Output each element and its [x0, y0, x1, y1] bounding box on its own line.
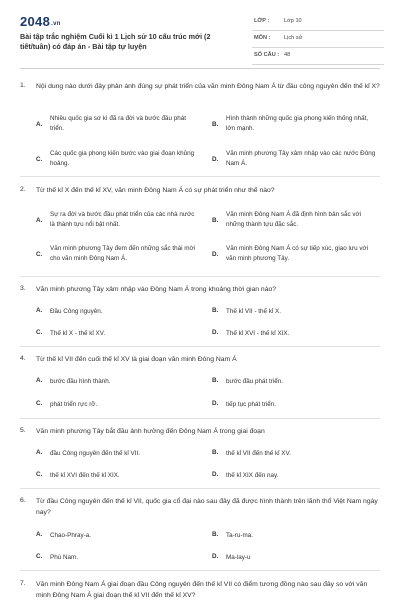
document-title: Bài tập trắc nghiệm Cuối kì 1 Lịch sử 10 cấu trúc mới (2 tiết/tuần) có đáp án - Bài tập tự luyện	[20, 32, 211, 51]
option-text: Chao-Phray-a.	[50, 532, 91, 539]
option-text: tiếp tục phát triển.	[226, 401, 277, 408]
meta-count-label: SỐ CÂU :	[254, 52, 280, 58]
logo-suffix: .vn	[51, 21, 61, 27]
option-letter: A.	[36, 121, 43, 128]
option-letter: D.	[212, 329, 219, 336]
option-text: bước đầu phát triển.	[226, 378, 284, 385]
option-letter: B.	[212, 377, 219, 384]
meta-subject-label: MÔN :	[254, 35, 271, 41]
option-letter: D.	[212, 251, 219, 258]
logo-text: 2048	[20, 14, 51, 29]
option-text: thế kỉ XVI đến thế kỉ XIX.	[50, 472, 120, 479]
option-letter: B.	[212, 121, 219, 128]
question-text: Văn minh phương Tây xâm nhập vào Đông Nam Á trong khoảng thời gian nào?	[36, 286, 277, 293]
question-text: Từ đầu Công nguyên đến thế kỉ VII, quốc gia cổ đại nào sau đây đã được hình thành trên lãnh thổ Việt Nam ngày nay?	[36, 498, 378, 516]
document-meta	[252, 14, 384, 65]
option-letter: C.	[36, 400, 43, 407]
option-text: Thế kỉ VII - thế kỉ X.	[226, 308, 281, 315]
question-divider	[20, 276, 380, 277]
question-text: Từ thế kỉ VII đến cuối thế kỉ XV là giai đoạn văn minh Đông Nam Á	[36, 356, 237, 363]
question-number: 5.	[20, 427, 26, 434]
option-text: Ma-lay-u	[226, 554, 251, 561]
question-text: Văn minh Đông Nam Á giai đoạn đầu Công nguyên đến thế kỉ VII có điểm tương đồng nào sau đây so với văn minh Đông Nam Á giai đoạn thế kỉ VII đến thế kỉ XV?	[36, 581, 368, 599]
option-letter: A.	[36, 217, 43, 224]
option-letter: D.	[212, 471, 219, 478]
meta-class	[252, 14, 384, 31]
question-number: 6.	[20, 497, 26, 504]
option-text: Các quốc gia phong kiến bước vào giai đoạn khủng hoảng.	[50, 150, 195, 167]
option-text: thế kỉ VII đến thế kỉ XV.	[226, 450, 291, 457]
question-number: 3.	[20, 285, 26, 292]
option-text: Phù Nam.	[50, 554, 78, 561]
option-text: Sự ra đời và bước đầu phát triển của các nhà nước là thành tựu nổi bật nhất.	[50, 211, 195, 228]
option-letter: C.	[36, 251, 43, 258]
option-text: thế kỉ XIX đến nay.	[226, 472, 279, 479]
option-letter: A.	[36, 307, 43, 314]
question-divider	[20, 570, 380, 571]
option-letter: D.	[212, 553, 219, 560]
question-divider	[20, 418, 380, 419]
option-letter: C.	[36, 329, 43, 336]
option-letter: A.	[36, 449, 43, 456]
option-text: Ta-ru-ma.	[226, 532, 253, 539]
option-text: Văn minh phương Tây xâm nhập vào các nước Đông Nam Á.	[226, 150, 376, 167]
meta-count-value: 48	[284, 52, 291, 58]
option-letter: C.	[36, 471, 43, 478]
meta-class-label: LỚP :	[254, 18, 270, 24]
option-letter: B.	[212, 217, 219, 224]
meta-subject	[252, 31, 384, 48]
question-number: 1.	[20, 82, 26, 89]
option-letter: A.	[36, 531, 43, 538]
option-text: Thế kỉ X - thế kỉ XV.	[50, 330, 106, 337]
question-divider	[20, 346, 380, 347]
option-text: phát triển rực rỡ.	[50, 401, 98, 408]
option-text: Văn minh Đông Nam Á có sự tiếp xúc, giao lưu với văn minh phương Tây.	[226, 245, 369, 262]
question-text: Nội dung nào dưới đây phản ánh đúng sự phát triển của văn minh Đông Nam Á từ đầu công nguyên đến thế kỉ X?	[36, 83, 380, 90]
option-text: Đầu Công nguyên.	[50, 308, 103, 315]
question-text: Từ thế kỉ X đến thế kỉ XV, văn minh Đông Nam Á có sự phát triển như thế nào?	[36, 187, 275, 194]
option-text: Hình thành những quốc gia phong kiến thống nhất, lớn mạnh.	[226, 115, 369, 132]
meta-class-value: Lớp 10	[284, 18, 302, 24]
document-header	[0, 0, 400, 66]
site-logo[interactable]	[20, 14, 61, 29]
option-text: bước đầu hình thành.	[50, 378, 111, 385]
question-number: 2.	[20, 186, 26, 193]
option-letter: C.	[36, 553, 43, 560]
question-number: 7.	[20, 580, 26, 587]
option-letter: B.	[212, 449, 219, 456]
meta-count	[252, 48, 384, 65]
option-text: Văn minh Đông Nam Á đã định hình bản sắc với những thành tựu đặc sắc.	[226, 211, 362, 228]
option-letter: C.	[36, 156, 43, 163]
question-divider	[20, 488, 380, 489]
question-text: Văn minh phương Tây bắt đầu ảnh hưởng đến Đông Nam Á trong giai đoạn	[36, 428, 265, 435]
option-letter: B.	[212, 307, 219, 314]
option-letter: D.	[212, 156, 219, 163]
header-divider	[20, 68, 380, 69]
question-number: 4.	[20, 355, 26, 362]
option-text: Thế kỉ XVI - thế kỉ XIX.	[226, 330, 290, 337]
option-text: Nhiều quốc gia sơ kì đã ra đời và bước đầu phát triển.	[50, 115, 186, 132]
option-text: Văn minh phương Tây đem đến những sắc thái mới cho văn minh Đông Nam Á.	[50, 245, 196, 262]
option-letter: D.	[212, 400, 219, 407]
question-divider	[20, 176, 380, 177]
option-letter: A.	[36, 377, 43, 384]
option-letter: B.	[212, 531, 219, 538]
meta-subject-value: Lịch sử	[284, 35, 303, 41]
option-text: đầu Công nguyên đến thế kỉ VII.	[50, 450, 140, 457]
